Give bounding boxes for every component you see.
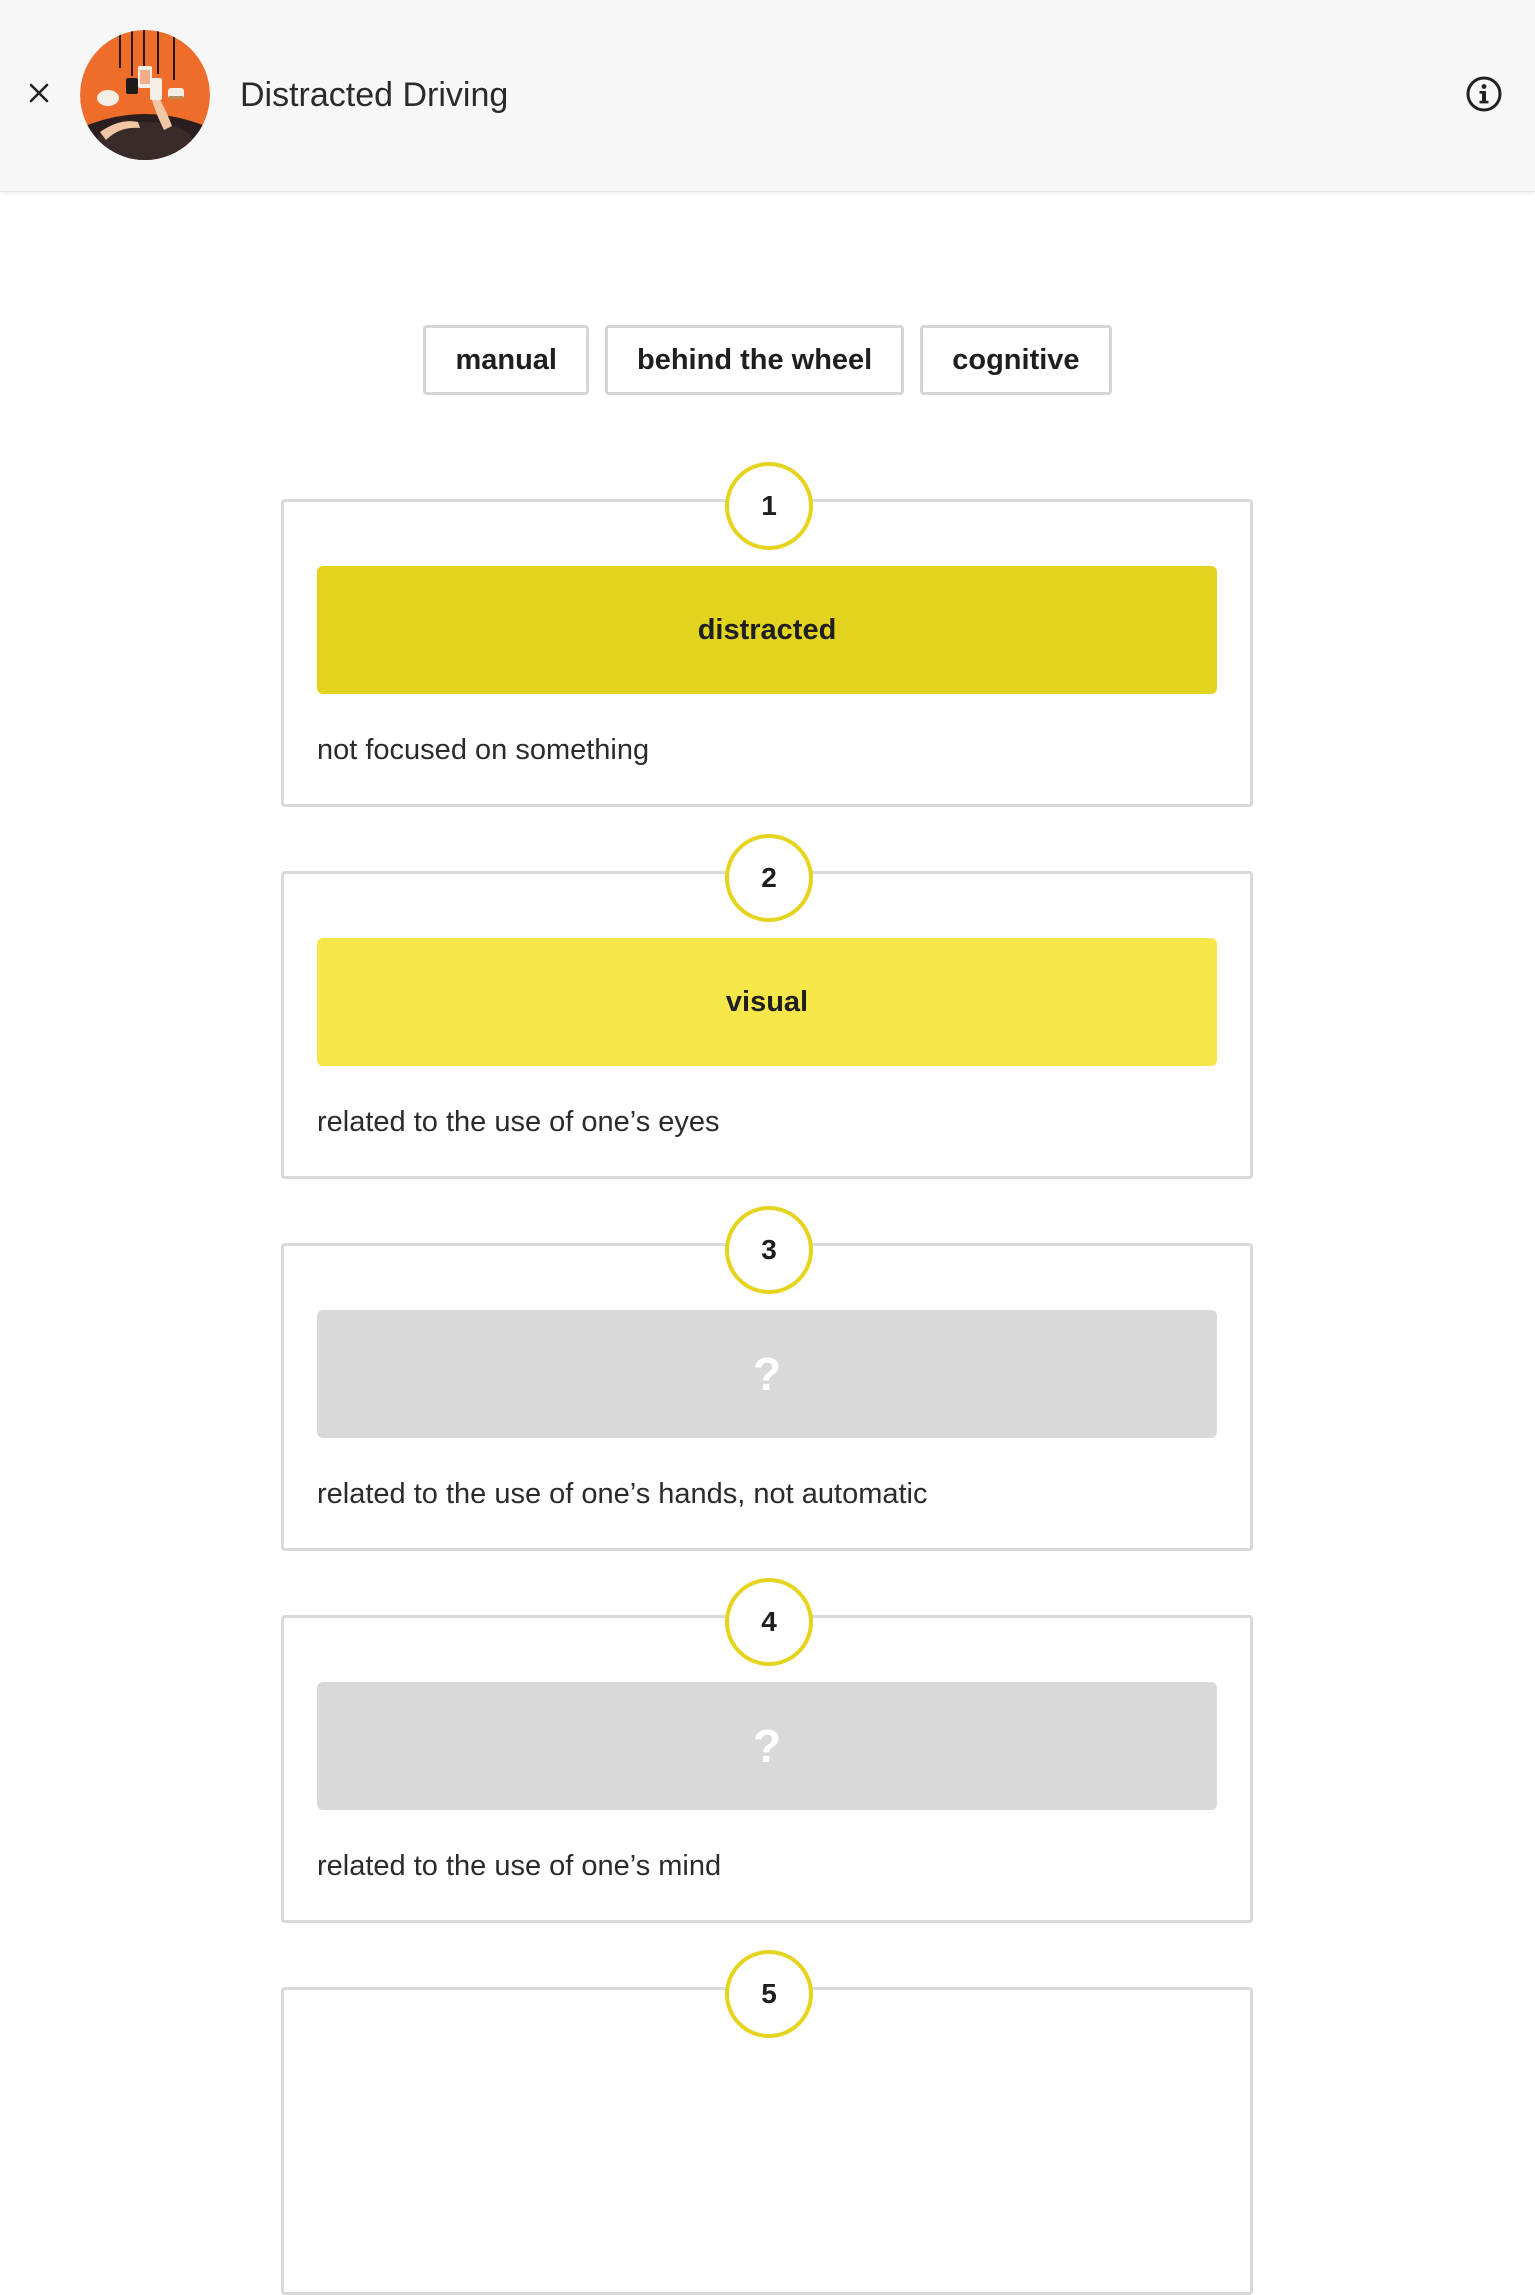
- word-chip-cognitive[interactable]: cognitive: [920, 325, 1111, 395]
- card-number-badge: 2: [725, 834, 813, 922]
- info-icon[interactable]: [1464, 74, 1504, 114]
- definition-card-4: [281, 1606, 1253, 1923]
- close-icon[interactable]: [28, 82, 50, 104]
- distracted-driving-illustration: [80, 30, 210, 160]
- word-chip-behind-the-wheel[interactable]: behind the wheel: [605, 325, 904, 395]
- definition-text: related to the use of one’s mind: [317, 1850, 722, 1882]
- definition-card-1: [281, 490, 1253, 807]
- definition-text: related to the use of one’s eyes: [317, 1106, 720, 1138]
- definition-card-3: [281, 1234, 1253, 1551]
- word-bank: [0, 325, 1535, 395]
- answer-slot-empty[interactable]: ?: [317, 1682, 1217, 1810]
- answer-slot-filled[interactable]: visual: [317, 938, 1217, 1066]
- answer-slot-empty[interactable]: ?: [317, 1310, 1217, 1438]
- card-number-badge: 1: [725, 462, 813, 550]
- definition-card-5: [281, 1978, 1253, 2295]
- definition-text: related to the use of one’s hands, not automatic: [317, 1478, 928, 1510]
- info-button[interactable]: [1464, 74, 1504, 114]
- page-title: Distracted Driving: [240, 76, 509, 114]
- lesson-avatar: [80, 30, 210, 160]
- answer-slot-filled[interactable]: distracted: [317, 566, 1217, 694]
- app-header: [0, 0, 1535, 192]
- close-button[interactable]: [24, 78, 54, 108]
- card-number-badge: 4: [725, 1578, 813, 1666]
- definition-card-2: [281, 862, 1253, 1179]
- word-chip-manual[interactable]: manual: [423, 325, 589, 395]
- card-number-badge: 3: [725, 1206, 813, 1294]
- definition-text: not focused on something: [317, 734, 650, 766]
- card-number-badge: 5: [725, 1950, 813, 2038]
